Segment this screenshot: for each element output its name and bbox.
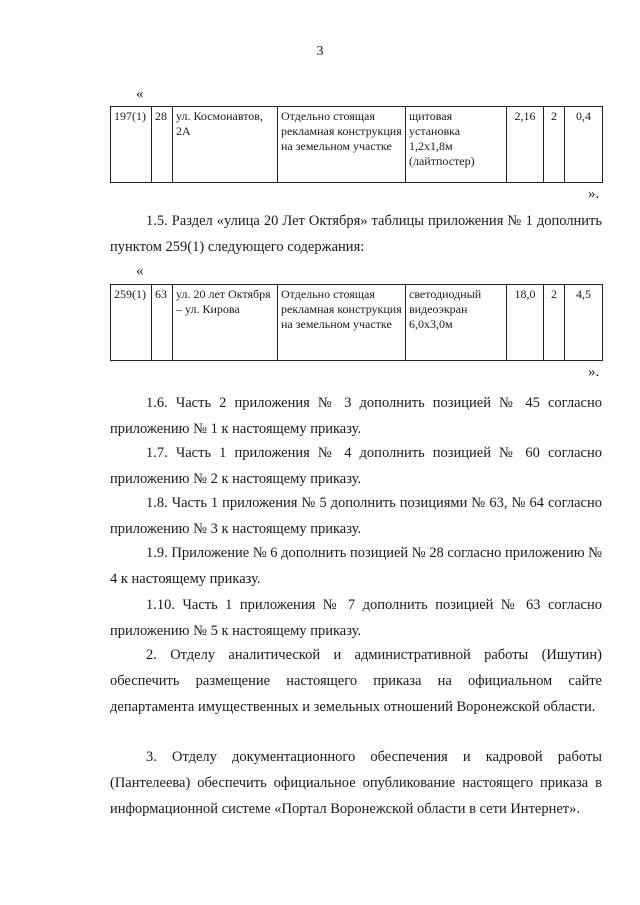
table-1 [110, 106, 603, 183]
closing-quote: ». [588, 364, 600, 380]
table-cell-code: 28 [152, 107, 173, 183]
table-row [111, 285, 603, 361]
opening-quote: « [136, 263, 144, 279]
table-2 [110, 284, 603, 361]
paragraph-1-6: 1.6. Часть 2 приложения № 3 дополнить позицией № 45 согласно приложению № 1 к настоящему приказу. [110, 395, 602, 437]
paragraph-1-8: 1.8. Часть 1 приложения № 5 дополнить позициями № 63, № 64 согласно приложению № 3 к настоящему приказу. [110, 495, 602, 537]
paragraph-3: 3. Отделу документационного обеспечения и кадровой работы (Пантелеева) обеспечить официальное опубликование настоящего приказа в информационной системе «Портал Воронежской области в сети Интернет». [110, 749, 602, 817]
table-cell-type: Отдельно стоящая рекламная конструкция на земельном участке [278, 107, 406, 183]
table-cell-total: 4,5 [565, 285, 603, 361]
paragraph-1-7: 1.7. Часть 1 приложения № 4 дополнить позицией № 60 согласно приложению № 2 к настоящему приказу. [110, 445, 602, 487]
paragraph-1-9: 1.9. Приложение № 6 дополнить позицией № 28 согласно приложению № 4 к настоящему приказу. [110, 545, 602, 587]
table-cell-kind: щитовая установка 1,2х1,8м (лайтпостер) [406, 107, 507, 183]
paragraph-2: 2. Отделу аналитической и административной работы (Ишутин) обеспечить размещение настоящего приказа на официальном сайте департамента имущественных и земельных отношений Воронежской области. [110, 647, 602, 715]
paragraph-1-10: 1.10. Часть 1 приложения № 7 дополнить позицией № 63 согласно приложению № 5 к настоящему приказу. [110, 597, 602, 639]
table-cell-sides: 2 [544, 107, 565, 183]
table-cell-code: 63 [152, 285, 173, 361]
paragraph-1-5: 1.5. Раздел «улица 20 Лет Октября» таблицы приложения № 1 дополнить пунктом 259(1) следующего содержания: [110, 213, 602, 255]
table-cell-area: 2,16 [507, 107, 544, 183]
table-cell-kind: светодиодный видеоэкран 6,0х3,0м [406, 285, 507, 361]
table-cell-number: 197(1) [111, 107, 152, 183]
opening-quote: « [136, 86, 144, 102]
page-number: 3 [316, 44, 324, 59]
table-cell-sides: 2 [544, 285, 565, 361]
table-cell-number: 259(1) [111, 285, 152, 361]
table-cell-total: 0,4 [565, 107, 603, 183]
table-cell-area: 18,0 [507, 285, 544, 361]
table-row [111, 107, 603, 183]
table-cell-type: Отдельно стоящая рекламная конструкция на земельном участке [278, 285, 406, 361]
closing-quote: ». [588, 186, 600, 202]
table-cell-address: ул. 20 лет Октября – ул. Кирова [173, 285, 278, 361]
table-cell-address: ул. Космонавтов, 2А [173, 107, 278, 183]
